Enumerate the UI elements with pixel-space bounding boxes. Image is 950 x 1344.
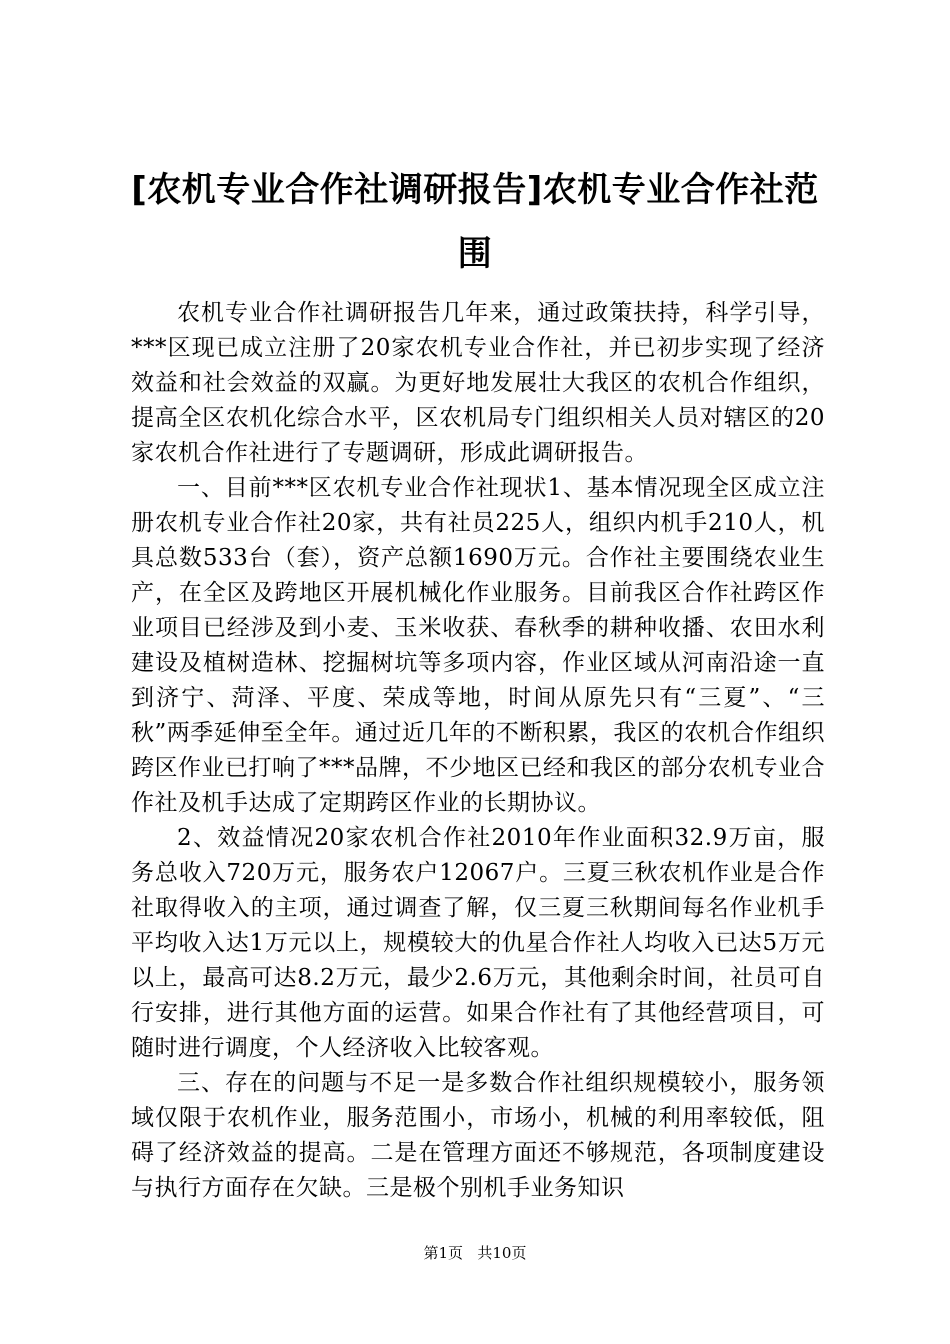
page-total: 共10页 [477, 1244, 527, 1262]
document-body [131, 296, 825, 1206]
document-title: [农机专业合作社调研报告]农机专业合作社范围 [131, 170, 819, 274]
page-number: 第1页 [423, 1244, 464, 1262]
page-separator [468, 1243, 473, 1263]
paragraph-benefits: 2、效益情况20家农机合作社2010年作业面积32.9万亩，服务总收入720万元，服务农户12067户。三夏三秋农机作业是合作社取得收入的主项，通过调查了解，仅三夏三秋期间每名作业机手平均收入达1万元以上，规模较大的仇星合作社人均收入已达5万元以上，最高可达8.2万元，最少2.6万元，其他剩余时间，社员可自行安排，进行其他方面的运营。如果合作社有了其他经营项目，可随时进行调度，个人经济收入比较客观。 [131, 825, 825, 1061]
page-footer [0, 1243, 950, 1263]
paragraph-intro: 农机专业合作社调研报告几年来，通过政策扶持，科学引导，***区现已成立注册了20家农机专业合作社，并已初步实现了经济效益和社会效益的双赢。为更好地发展壮大我区的农机合作组织，提高全区农机化综合水平，区农机局专门组织相关人员对辖区的20家农机合作社进行了专题调研，形成此调研报告。 [131, 300, 825, 466]
paragraph-status: 一、目前***区农机专业合作社现状1、基本情况现全区成立注册农机专业合作社20家，共有社员225人，组织内机手210人，机具总数533台（套），资产总额1690万元。合作社主要围绕农业生产，在全区及跨地区开展机械化作业服务。目前我区合作社跨区作业项目已经涉及到小麦、玉米收获、春秋季的耕种收播、农田水利建设及植树造林、挖掘树坑等多项内容，作业区域从河南沿途一直到济宁、菏泽、平度、荣成等地，时间从原先只有“三夏”、“三秋”两季延伸至全年。通过近几年的不断积累，我区的农机合作组织跨区作业已打响了***品牌，不少地区已经和我区的部分农机专业合作社及机手达成了定期跨区作业的长期协议。 [131, 475, 825, 816]
paragraph-problems: 三、存在的问题与不足一是多数合作社组织规模较小，服务领域仅限于农机作业，服务范围小，市场小，机械的利用率较低，阻碍了经济效益的提高。二是在管理方面还不够规范，各项制度建设与执行方面存在欠缺。三是极个别机手业务知识 [131, 1070, 825, 1201]
